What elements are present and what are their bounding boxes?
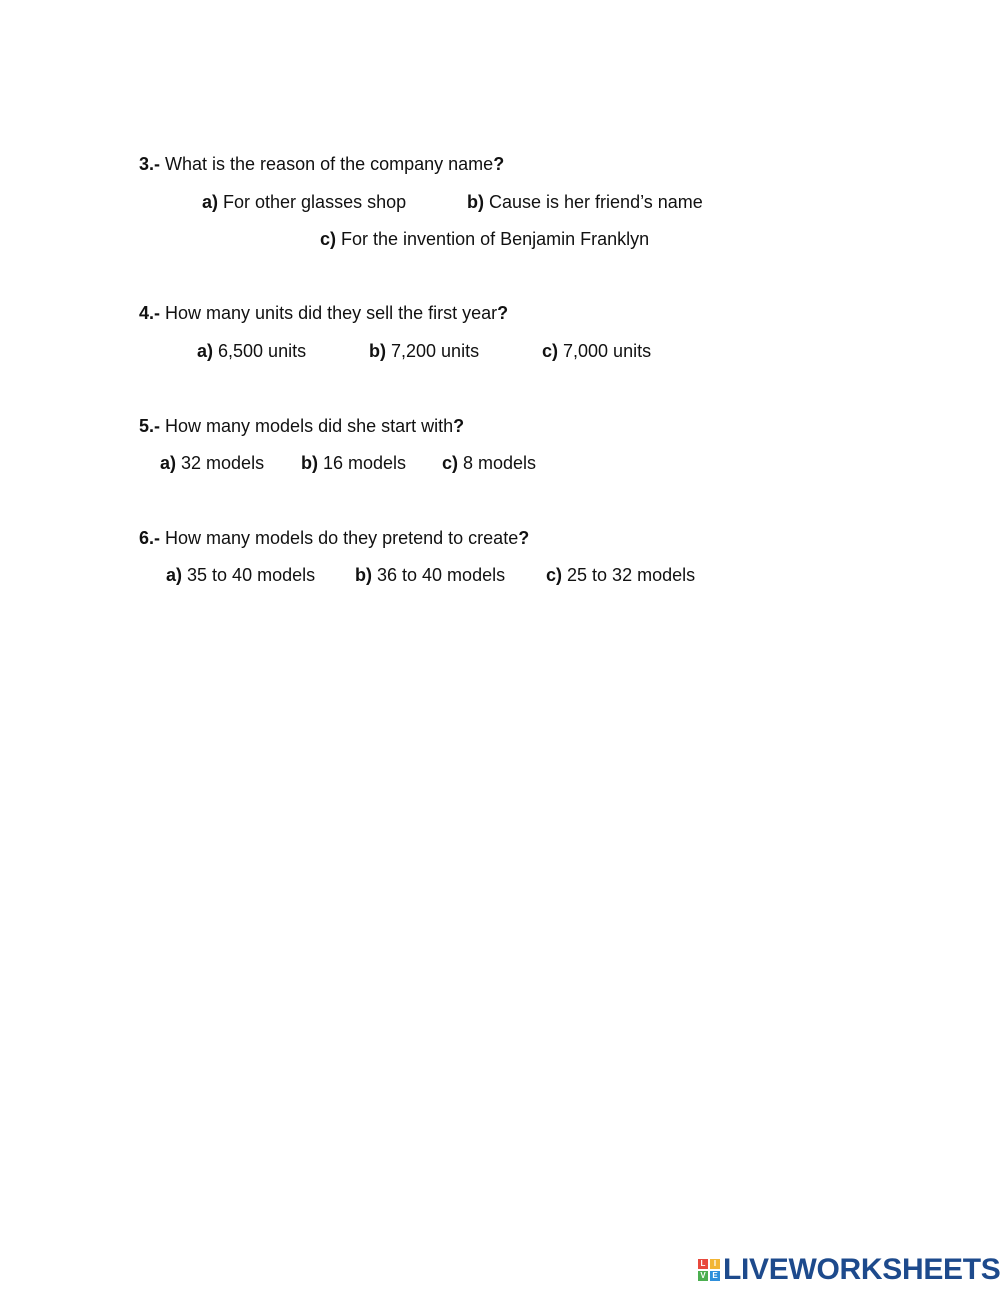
- question-number: 6.-: [139, 528, 161, 548]
- option-letter: c): [542, 341, 559, 361]
- option-text: 35 to 40 models: [182, 565, 316, 585]
- question-number: 5.-: [139, 416, 161, 436]
- question-text: What is the reason of the company name: [160, 154, 494, 174]
- option-text: 36 to 40 models: [372, 565, 506, 585]
- question-mark: ?: [493, 154, 505, 174]
- option-text: 7,200 units: [386, 341, 480, 361]
- question-3: [139, 153, 504, 175]
- question-text: How many models did she start with: [160, 416, 454, 436]
- logo-block: I: [710, 1259, 720, 1269]
- option-letter: c): [320, 229, 337, 249]
- option-text: 7,000 units: [558, 341, 652, 361]
- option-text: For other glasses shop: [218, 192, 407, 212]
- question-6: [139, 527, 529, 549]
- option-letter: c): [442, 453, 459, 473]
- option-c: [320, 228, 649, 250]
- option-a: [202, 191, 406, 213]
- option-b: [301, 452, 406, 474]
- option-b: [467, 191, 703, 213]
- option-letter: a): [160, 453, 177, 473]
- logo-block: L: [698, 1259, 708, 1269]
- question-5: [139, 415, 464, 437]
- option-text: Cause is her friend’s name: [484, 192, 703, 212]
- option-letter: b): [467, 192, 484, 212]
- liveworksheets-logo: [698, 1254, 1000, 1286]
- option-a: [197, 340, 306, 362]
- question-number: 4.-: [139, 303, 161, 323]
- question-4: [139, 302, 508, 324]
- option-text: 8 models: [458, 453, 537, 473]
- question-text: How many models do they pretend to create: [160, 528, 519, 548]
- question-mark: ?: [518, 528, 530, 548]
- option-letter: c): [546, 565, 563, 585]
- option-text: 6,500 units: [213, 341, 307, 361]
- option-text: 32 models: [176, 453, 265, 473]
- logo-block: V: [698, 1271, 708, 1281]
- option-letter: a): [202, 192, 219, 212]
- logo-text: LIVEWORKSHEETS: [723, 1253, 1000, 1286]
- option-letter: b): [355, 565, 372, 585]
- option-letter: b): [301, 453, 318, 473]
- option-a: [160, 452, 264, 474]
- option-letter: b): [369, 341, 386, 361]
- option-letter: a): [197, 341, 214, 361]
- option-b: [369, 340, 479, 362]
- option-b: [355, 564, 505, 586]
- logo-block: E: [710, 1271, 720, 1281]
- option-text: 25 to 32 models: [562, 565, 696, 585]
- question-number: 3.-: [139, 154, 161, 174]
- option-a: [166, 564, 315, 586]
- logo-blocks-icon: [698, 1259, 720, 1281]
- option-text: 16 models: [318, 453, 407, 473]
- option-letter: a): [166, 565, 183, 585]
- option-c: [546, 564, 695, 586]
- option-text: For the invention of Benjamin Franklyn: [336, 229, 650, 249]
- option-c: [442, 452, 536, 474]
- question-text: How many units did they sell the first year: [160, 303, 498, 323]
- option-c: [542, 340, 651, 362]
- question-mark: ?: [497, 303, 509, 323]
- question-mark: ?: [453, 416, 465, 436]
